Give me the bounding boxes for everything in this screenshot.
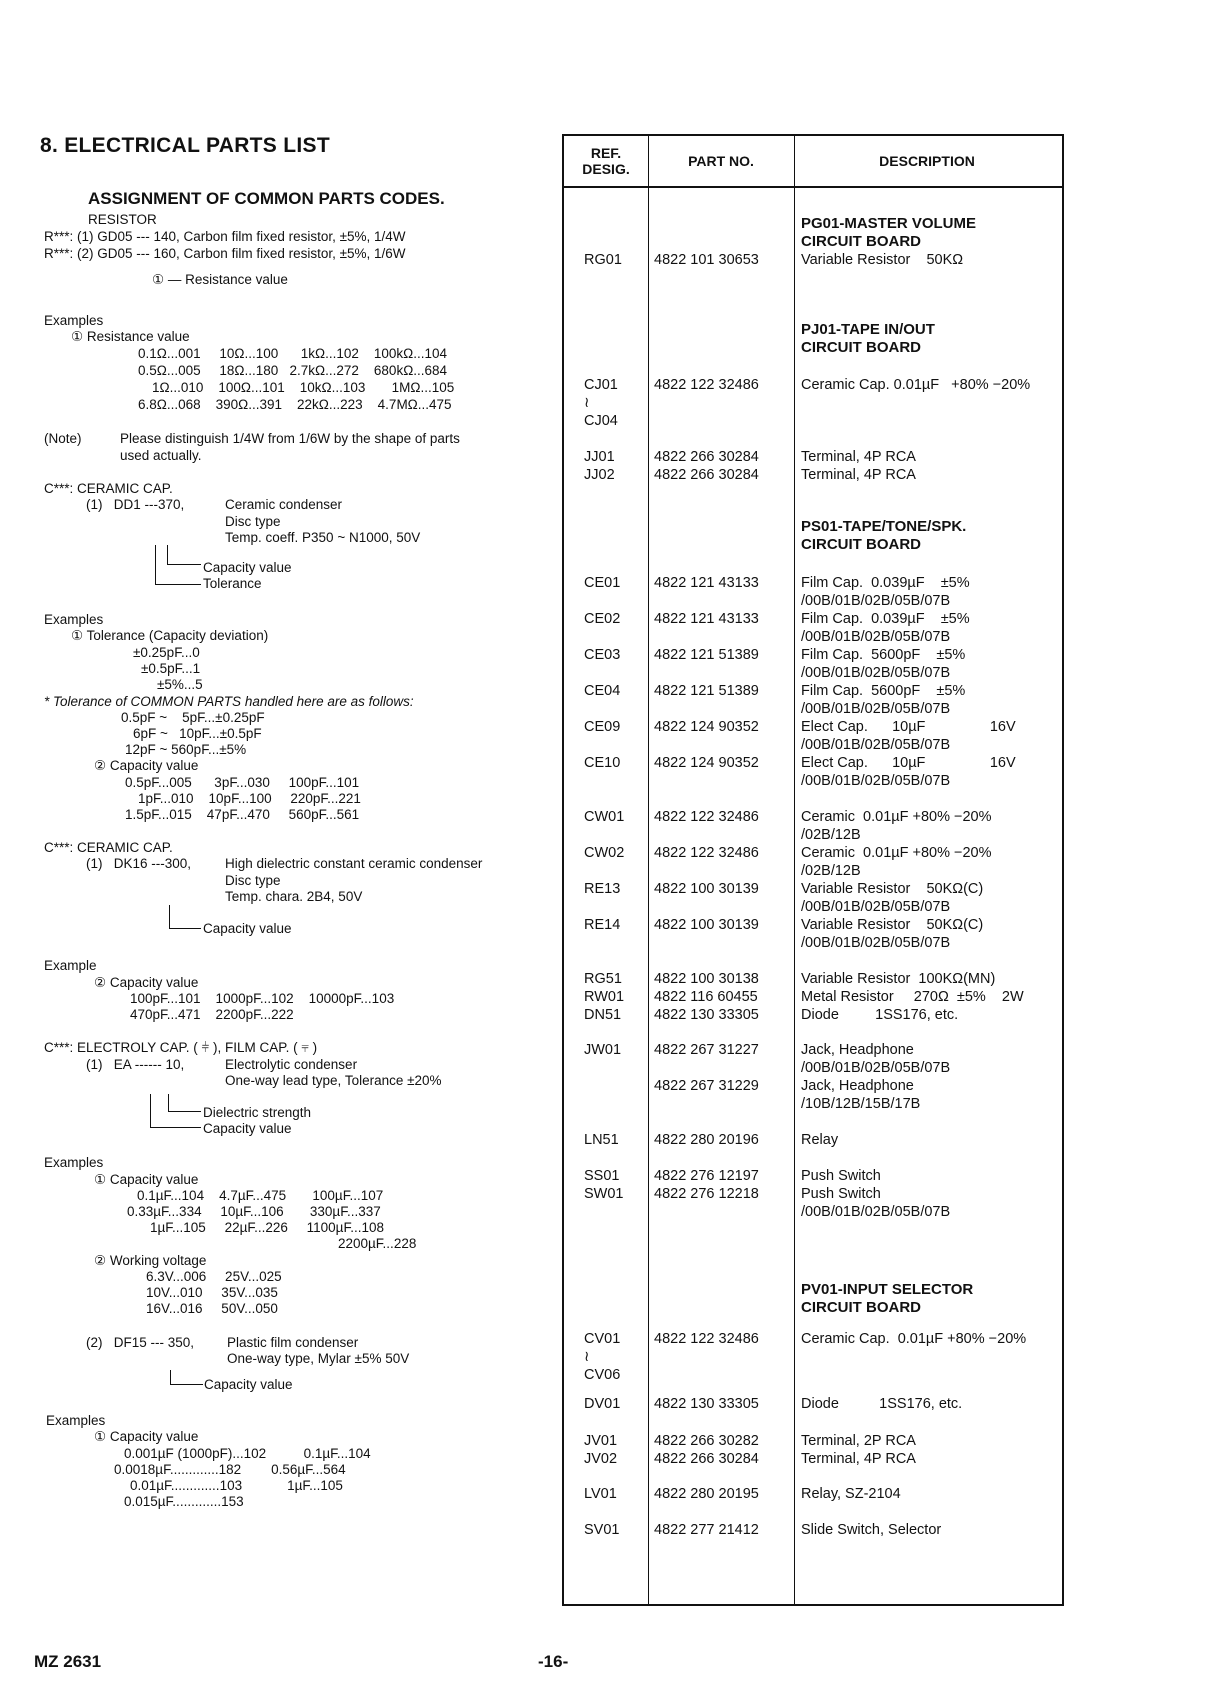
row-description: Film Cap. 0.039µF ±5% /00B/01B/02B/05B/07B	[801, 611, 970, 645]
electrolytic-cap-label: C***: ELECTROLY CAP. ( ⫩ ), FILM CAP. ( ⫧ )	[44, 1040, 318, 1055]
row-part-no: 4822 122 32486	[654, 377, 759, 393]
row-part-no: 4822 280 20196	[654, 1132, 759, 1148]
tolerance-row: ±5%...5	[157, 677, 203, 692]
working-voltage-heading: ② Working voltage	[94, 1253, 207, 1268]
ceramic-cap-label: C***: CERAMIC CAP.	[44, 481, 173, 496]
row-ref-desig: CV01 ≀ CV06	[584, 1331, 621, 1383]
dielectric-label: Dielectric strength	[203, 1105, 312, 1120]
row-ref-desig: DV01	[584, 1396, 621, 1412]
row-part-no: 4822 267 31227	[654, 1042, 759, 1058]
row-description: Jack, Headphone /00B/01B/02B/05B/07B	[801, 1042, 951, 1076]
capacity-row: 100pF...101 1000pF...102 10000pF...103	[130, 991, 395, 1006]
capacity-value-heading: ① Capacity value	[94, 1429, 199, 1444]
example-label: Example	[44, 958, 97, 973]
capacity-value-heading: ② Capacity value	[94, 758, 199, 773]
row-ref-desig: DN51	[584, 1007, 622, 1023]
resistance-example-row: 1Ω...010 100Ω...101 10kΩ...103 1MΩ...105	[152, 380, 455, 395]
film-desc: Plastic film condenser	[227, 1335, 359, 1350]
page-number: -16-	[538, 1652, 569, 1671]
row-description: Terminal, 2P RCA Terminal, 4P RCA	[801, 1433, 916, 1467]
tolerance-row: 0.5pF ~ 5pF...±0.25pF	[121, 710, 265, 725]
note-text: Please distinguish 1/4W from 1/6W by the shape of parts	[120, 431, 460, 446]
capacity-row: 0.0018µF.............182 0.56µF...564	[114, 1462, 346, 1477]
capacity-row: 0.33µF...334 10µF...106 330µF...337	[127, 1204, 381, 1219]
capacity-row: 1.5pF...015 47pF...470 560pF...561	[125, 807, 360, 822]
row-part-no: 4822 266 30284 4822 266 30284	[654, 449, 759, 483]
row-ref-desig: CE02	[584, 611, 621, 627]
tolerance-row: ±0.5pF...1	[141, 661, 201, 676]
row-description: Diode 1SS176, etc.	[801, 1007, 959, 1023]
row-description: Variable Resistor 100KΩ(MN) Metal Resistor 270Ω ±5% 2W	[801, 971, 1024, 1005]
row-description: Variable Resistor 50KΩ(C) /00B/01B/02B/05B/07B	[801, 917, 984, 951]
row-ref-desig: CW02	[584, 845, 625, 861]
row-description: Terminal, 4P RCA Terminal, 4P RCA	[801, 449, 916, 483]
row-ref-desig: CE04	[584, 683, 621, 699]
part-no-header: PART NO.	[688, 153, 754, 169]
bracket-line	[167, 545, 169, 565]
examples-label: Examples	[46, 1413, 106, 1428]
row-part-no: 4822 122 32486	[654, 845, 759, 861]
row-part-no: 4822 124 90352	[654, 755, 759, 771]
row-ref-desig: CW01	[584, 809, 625, 825]
row-ref-desig: CJ01 ≀ CJ04	[584, 377, 618, 429]
section-title-pj01: PJ01-TAPE IN/OUT CIRCUIT BOARD	[801, 321, 935, 356]
assignment-heading: ASSIGNMENT OF COMMON PARTS CODES.	[88, 189, 445, 208]
tolerance-label: Tolerance	[203, 576, 262, 591]
row-description: Relay	[801, 1132, 839, 1148]
row-ref-desig: LV01	[584, 1486, 617, 1502]
row-part-no: 4822 121 51389	[654, 683, 759, 699]
row-ref-desig: SS01 SW01	[584, 1168, 624, 1202]
examples-label: Examples	[44, 612, 104, 627]
row-ref-desig: RG01	[584, 252, 622, 268]
page-title: 8. ELECTRICAL PARTS LIST	[40, 134, 330, 157]
capacity-row: 1pF...010 10pF...100 220pF...221	[138, 791, 361, 806]
row-part-no: 4822 280 20195	[654, 1486, 759, 1502]
row-part-no: 4822 100 30138 4822 116 60455	[654, 971, 759, 1005]
row-part-no: 4822 266 30282 4822 266 30284	[654, 1433, 759, 1467]
row-part-no: 4822 101 30653	[654, 252, 759, 268]
section-title-pg01: PG01-MASTER VOLUME CIRCUIT BOARD	[801, 215, 977, 250]
row-part-no: 4822 122 32486	[654, 1331, 759, 1347]
ceramic-code: (1) DD1 ---370,	[86, 497, 185, 512]
ref-header-line: REF.	[590, 145, 622, 161]
column-divider	[794, 136, 795, 1604]
bracket-line	[167, 564, 201, 566]
row-description: Film Cap. 0.039µF ±5% /00B/01B/02B/05B/07B	[801, 575, 970, 609]
row-ref-desig: CE01	[584, 575, 621, 591]
section-title-ps01: PS01-TAPE/TONE/SPK. CIRCUIT BOARD	[801, 518, 967, 553]
bracket-line	[155, 545, 157, 585]
row-part-no: 4822 121 51389	[654, 647, 759, 663]
row-description: Diode 1SS176, etc.	[801, 1396, 963, 1412]
film-desc: One-way type, Mylar ±5% 50V	[227, 1351, 410, 1366]
row-description: Ceramic 0.01µF +80% −20% /02B/12B	[801, 809, 992, 843]
row-part-no: 4822 121 43133	[654, 575, 759, 591]
row-part-no: 4822 100 30139	[654, 917, 759, 933]
ceramic-desc: High dielectric constant ceramic condenser	[225, 856, 483, 871]
row-description: Film Cap. 5600pF ±5% /00B/01B/02B/05B/07B	[801, 647, 966, 681]
note-label: (Note)	[44, 431, 82, 446]
row-ref-desig: JJ01 JJ02	[584, 449, 615, 483]
parts-table	[562, 134, 1064, 1606]
row-ref-desig: LN51	[584, 1132, 619, 1148]
capacity-row: 0.01µF.............103 1µF...105	[130, 1478, 343, 1493]
ceramic-desc: Temp. chara. 2B4, 50V	[225, 889, 363, 904]
row-part-no: 4822 277 21412	[654, 1522, 759, 1538]
resistance-example-row: 6.8Ω...068 390Ω...391 22kΩ...223 4.7MΩ...475	[138, 397, 452, 412]
resistance-note: ① — Resistance value	[152, 272, 288, 287]
voltage-row: 6.3V...006 25V...025	[146, 1269, 282, 1284]
electrolytic-desc: Electrolytic condenser	[225, 1057, 358, 1072]
capacity-row: 2200µF...228	[338, 1236, 417, 1251]
bracket-line	[170, 1370, 172, 1385]
row-description: Ceramic 0.01µF +80% −20% /02B/12B	[801, 845, 992, 879]
resistance-example-row: 0.1Ω...001 10Ω...100 1kΩ...102 100kΩ...104	[138, 346, 448, 361]
capacity-value-heading: ① Capacity value	[94, 1172, 199, 1187]
row-part-no: 4822 130 33305	[654, 1396, 759, 1412]
capacity-value-label: Capacity value	[204, 1377, 293, 1392]
row-part-no: 4822 121 43133	[654, 611, 759, 627]
row-description: Ceramic Cap. 0.01µF +80% −20%	[801, 1331, 1027, 1347]
row-description: Jack, Headphone /10B/12B/15B/17B	[801, 1078, 921, 1112]
model-number: MZ 2631	[34, 1652, 102, 1671]
capacity-value-heading: ② Capacity value	[94, 975, 199, 990]
bracket-line	[170, 1384, 203, 1386]
row-part-no: 4822 276 12197 4822 276 12218	[654, 1168, 759, 1202]
capacity-row: 1µF...105 22µF...226 1100µF...108	[150, 1220, 384, 1235]
ref-header-line: DESIG.	[582, 161, 630, 177]
tolerance-row: 12pF ~ 560pF...±5%	[125, 742, 247, 757]
resistor-label: RESISTOR	[88, 212, 157, 227]
section-title-pv01: PV01-INPUT SELECTOR CIRCUIT BOARD	[801, 1281, 974, 1316]
capacity-value-label: Capacity value	[203, 921, 292, 936]
capacity-value-label: Capacity value	[203, 560, 292, 575]
capacity-row: 0.5pF...005 3pF...030 100pF...101	[125, 775, 360, 790]
row-description: Ceramic Cap. 0.01µF +80% −20%	[801, 377, 1031, 393]
row-description: Elect Cap. 10µF 16V /00B/01B/02B/05B/07B	[801, 719, 1016, 753]
row-description: Film Cap. 5600pF ±5% /00B/01B/02B/05B/07B	[801, 683, 966, 717]
tolerance-row: 6pF ~ 10pF...±0.5pF	[133, 726, 262, 741]
resistance-value-heading: ① Resistance value	[71, 329, 190, 344]
row-description: Slide Switch, Selector	[801, 1522, 942, 1538]
row-part-no: 4822 100 30139	[654, 881, 759, 897]
electrolytic-code: (1) EA ------ 10,	[86, 1057, 185, 1072]
bracket-line	[169, 905, 171, 929]
row-ref-desig: CE10	[584, 755, 621, 771]
ceramic-desc: Disc type	[225, 514, 281, 529]
common-parts-codes	[0, 0, 560, 1696]
row-ref-desig: CE03	[584, 647, 621, 663]
bracket-line	[168, 1094, 170, 1112]
row-ref-desig: RG51 RW01	[584, 971, 625, 1005]
row-part-no: 4822 267 31229	[654, 1078, 759, 1094]
row-ref-desig: SV01	[584, 1522, 620, 1538]
note-text: used actually.	[120, 448, 202, 463]
voltage-row: 10V...010 35V...035	[146, 1285, 278, 1300]
bracket-line	[150, 1127, 201, 1129]
ceramic-desc: Ceramic condenser	[225, 497, 343, 512]
capacity-row: 0.015µF.............153	[124, 1494, 244, 1509]
film-code: (2) DF15 --- 350,	[86, 1335, 195, 1350]
row-description: Relay, SZ-2104	[801, 1486, 901, 1502]
column-divider	[648, 136, 649, 1604]
bracket-line	[169, 928, 201, 930]
row-ref-desig: RE13	[584, 881, 621, 897]
row-description: Elect Cap. 10µF 16V /00B/01B/02B/05B/07B	[801, 755, 1016, 789]
row-ref-desig: CE09	[584, 719, 621, 735]
resistor-code-2: R***: (2) GD05 --- 160, Carbon film fixed resistor, ±5%, 1/6W	[44, 246, 406, 261]
ceramic-code: (1) DK16 ---300,	[86, 856, 192, 871]
tolerance-row: ±0.25pF...0	[133, 645, 200, 660]
capacity-row: 470pF...471 2200pF...222	[130, 1007, 294, 1022]
row-ref-desig: RE14	[584, 917, 621, 933]
resistance-example-row: 0.5Ω...005 18Ω...180 2.7kΩ...272 680kΩ...684	[138, 363, 448, 378]
ref-desig-header	[564, 136, 648, 186]
ceramic-cap-label: C***: CERAMIC CAP.	[44, 840, 173, 855]
resistor-code-1: R***: (1) GD05 --- 140, Carbon film fixed resistor, ±5%, 1/4W	[44, 229, 406, 244]
examples-label: Examples	[44, 313, 104, 328]
voltage-row: 16V...016 50V...050	[146, 1301, 278, 1316]
row-part-no: 4822 124 90352	[654, 719, 759, 735]
bracket-line	[150, 1094, 152, 1128]
row-ref-desig: JW01	[584, 1042, 622, 1058]
ceramic-desc: Temp. coeff. P350 ~ N1000, 50V	[225, 530, 421, 545]
examples-label: Examples	[44, 1155, 104, 1170]
bracket-line	[168, 1111, 201, 1113]
description-header: DESCRIPTION	[879, 153, 975, 169]
bracket-line	[155, 584, 201, 586]
electrolytic-desc: One-way lead type, Tolerance ±20%	[225, 1073, 442, 1088]
capacity-row: 0.1µF...104 4.7µF...475 100µF...107	[137, 1188, 384, 1203]
row-part-no: 4822 130 33305	[654, 1007, 759, 1023]
row-description: Variable Resistor 50KΩ	[801, 252, 964, 268]
ceramic-desc: Disc type	[225, 873, 281, 888]
row-description: Variable Resistor 50KΩ(C) /00B/01B/02B/05B/07B	[801, 881, 984, 915]
capacity-value-label: Capacity value	[203, 1121, 292, 1136]
row-description: Push Switch Push Switch /00B/01B/02B/05B/07B	[801, 1168, 951, 1220]
tolerance-note: * Tolerance of COMMON PARTS handled here are as follows:	[44, 694, 414, 709]
capacity-row: 0.001µF (1000pF)...102 0.1µF...104	[124, 1446, 371, 1461]
row-ref-desig: JV01 JV02	[584, 1433, 618, 1467]
tolerance-heading: ① Tolerance (Capacity deviation)	[71, 628, 269, 643]
row-part-no: 4822 122 32486	[654, 809, 759, 825]
